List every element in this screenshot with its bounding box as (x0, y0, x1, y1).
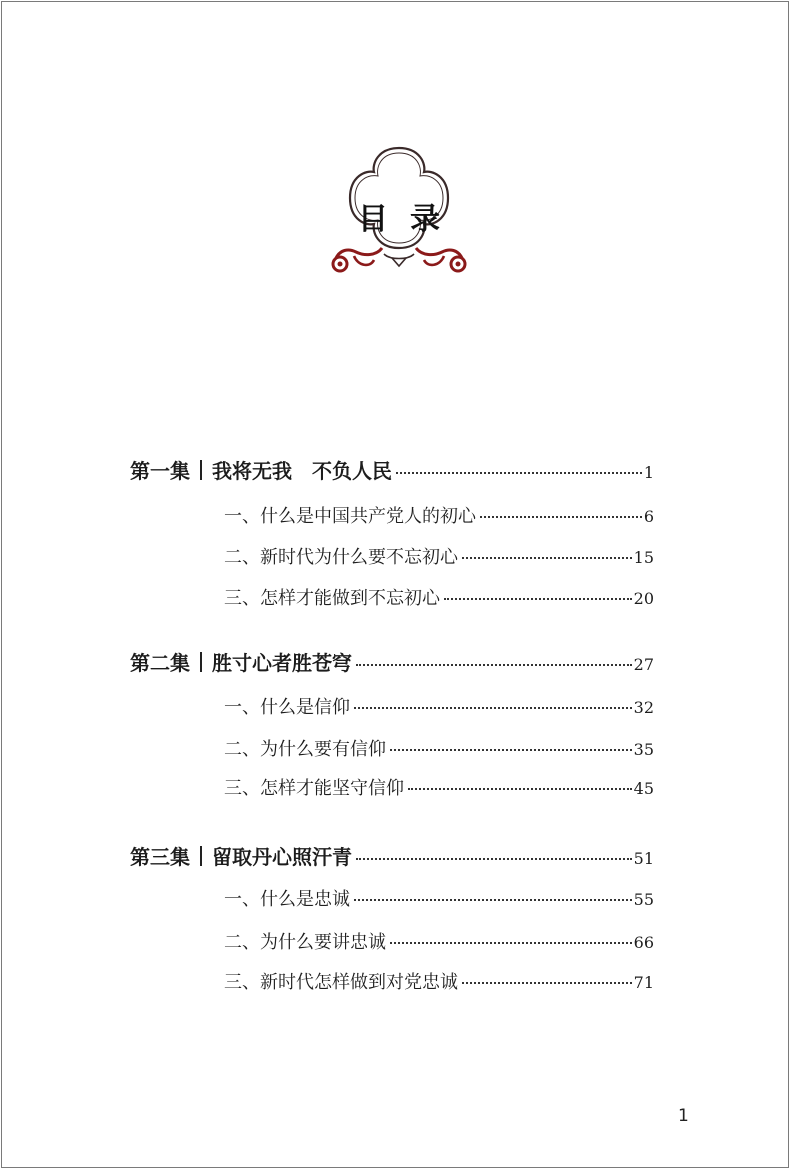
page-ref: 32 (633, 698, 654, 717)
page-ref: 6 (643, 507, 654, 526)
toc-heading: 目录 (358, 202, 462, 237)
chapter-title: 胜寸心者胜苍穹 (212, 651, 352, 675)
dot-leader (390, 942, 632, 944)
dot-leader (408, 788, 632, 790)
section-title: 一、什么是忠诚 (224, 889, 350, 910)
dot-leader (356, 664, 632, 666)
table-of-contents (2, 2, 788, 1002)
toc-chapter-entry[interactable] (130, 455, 654, 484)
page-ref: 1 (643, 463, 654, 482)
page-number: 1 (678, 1106, 689, 1126)
chapter-divider (200, 846, 202, 866)
toc-section-entry[interactable] (224, 584, 654, 610)
toc-chapter-entry[interactable] (130, 647, 654, 676)
toc-chapter-entry[interactable] (130, 841, 654, 870)
section-title: 三、新时代怎样做到对党忠诚 (224, 972, 458, 993)
page-ref: 35 (633, 740, 654, 759)
toc-section-entry[interactable] (224, 735, 654, 761)
chapter-divider (200, 460, 202, 480)
dot-leader (462, 557, 632, 559)
dot-leader (396, 472, 642, 474)
toc-section-entry[interactable] (224, 693, 654, 719)
toc-section-entry[interactable] (224, 928, 654, 954)
section-title: 三、怎样才能做到不忘初心 (224, 588, 440, 609)
chapter-number: 第三集 (130, 845, 190, 869)
dot-leader (354, 707, 632, 709)
page-ref: 20 (633, 589, 654, 608)
toc-section-entry[interactable] (224, 774, 654, 800)
toc-section-entry[interactable] (224, 968, 654, 994)
section-title: 二、新时代为什么要不忘初心 (224, 547, 458, 568)
page-ref: 55 (633, 890, 654, 909)
chapter-title: 留取丹心照汗青 (212, 845, 352, 869)
page-ref: 27 (633, 655, 654, 674)
dot-leader (354, 899, 632, 901)
chapter-number: 第二集 (130, 651, 190, 675)
page-ref: 15 (633, 548, 654, 567)
page-ref: 71 (633, 973, 654, 992)
dot-leader (462, 982, 632, 984)
section-title: 一、什么是信仰 (224, 697, 350, 718)
chapter-title: 我将无我 不负人民 (212, 459, 392, 483)
dot-leader (356, 858, 632, 860)
toc-section-entry[interactable] (224, 885, 654, 911)
toc-section-entry[interactable] (224, 543, 654, 569)
page-ref: 51 (633, 849, 654, 868)
toc-page (1, 1, 789, 1168)
toc-section-entry[interactable] (224, 502, 654, 528)
dot-leader (480, 516, 642, 518)
chapter-divider (200, 652, 202, 672)
section-title: 三、怎样才能坚守信仰 (224, 778, 404, 799)
dot-leader (444, 598, 632, 600)
section-title: 二、为什么要讲忠诚 (224, 932, 386, 953)
page-ref: 45 (633, 779, 654, 798)
page-ref: 66 (633, 933, 654, 952)
section-title: 一、什么是中国共产党人的初心 (224, 506, 476, 527)
section-title: 二、为什么要有信仰 (224, 739, 386, 760)
chapter-number: 第一集 (130, 459, 190, 483)
dot-leader (390, 749, 632, 751)
